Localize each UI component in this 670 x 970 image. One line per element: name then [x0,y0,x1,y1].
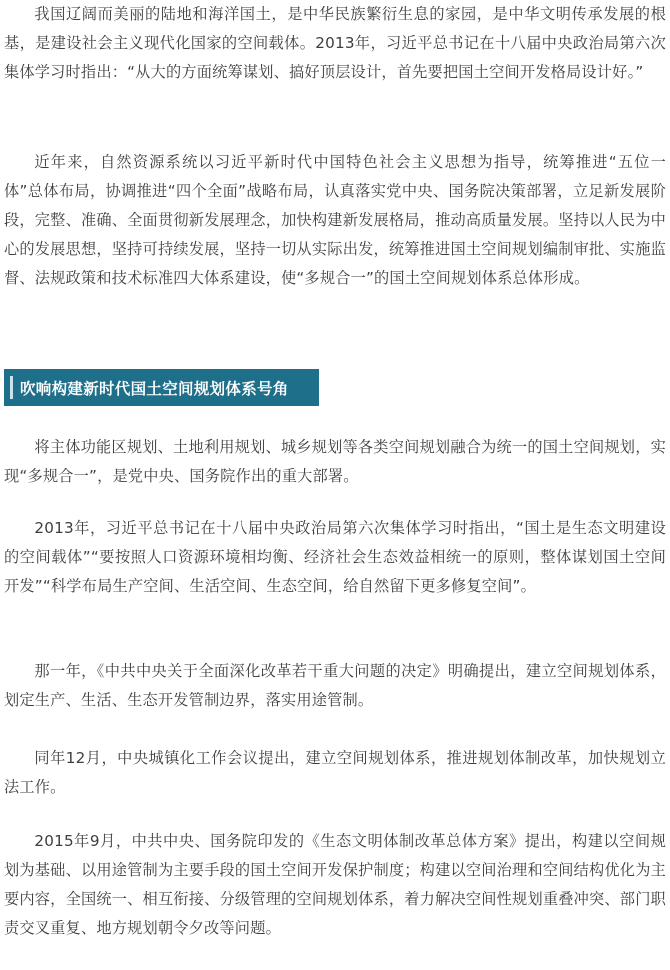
heading-accent-bar [10,376,13,399]
article-paragraph: 2015年9月，中共中央、国务院印发的《生态文明体制改革总体方案》提出，构建以空间规划为基础、以用途管制为主要手段的国土空间开发保护制度；构建以空间治理和空间结构优化为主要内容，全国统一、相互衔接、分级管理的空间规划体系，着力解决空间性规划重叠冲突、部门职责交叉重复、地方规划朝令夕改等问题。 [4,832,666,937]
article-paragraph: 将主体功能区规划、土地利用规划、城乡规划等各类空间规划融合为统一的国土空间规划，实现“多规合一”，是党中央、国务院作出的重大部署。 [4,438,666,485]
article-paragraph: 那一年，《中共中央关于全面深化改革若干重大问题的决定》明确提出，建立空间规划体系，划定生产、生活、生态开发管制边界，落实用途管制。 [4,662,666,709]
section-heading [4,369,319,406]
article-paragraph: 2013年，习近平总书记在十八届中央政治局第六次集体学习时指出，“国土是生态文明建设的空间载体”“要按照人口资源环境相均衡、经济社会生态效益相统一的原则，整体谋划国土空间开发”“科学布局生产空间、生活空间、生态空间，给自然留下更多修复空间”。 [4,519,666,595]
article-paragraph: 我国辽阔而美丽的陆地和海洋国土，是中华民族繁衍生息的家园，是中华文明传承发展的根基，是建设社会主义现代化国家的空间载体。2013年，习近平总书记在十八届中央政治局第六次集体学习时指出：“从大的方面统筹谋划、搞好顶层设计，首先要把国土空间开发格局设计好。” [4,5,666,81]
section-heading-text: 吹响构建新时代国土空间规划体系号角 [20,379,289,398]
article-paragraph: 近年来，自然资源系统以习近平新时代中国特色社会主义思想为指导，统筹推进“五位一体”总体布局，协调推进“四个全面”战略布局，认真落实党中央、国务院决策部署，立足新发展阶段，完整、准确、全面贯彻新发展理念，加快构建新发展格局，推动高质量发展。坚持以人民为中心的发展思想，坚持可持续发展，坚持一切从实际出发，统筹推进国土空间规划编制审批、实施监督、法规政策和技术标准四大体系建设，使“多规合一”的国土空间规划体系总体形成。 [4,153,666,287]
article-paragraph: 同年12月，中央城镇化工作会议提出，建立空间规划体系，推进规划体制改革，加快规划立法工作。 [4,749,666,796]
